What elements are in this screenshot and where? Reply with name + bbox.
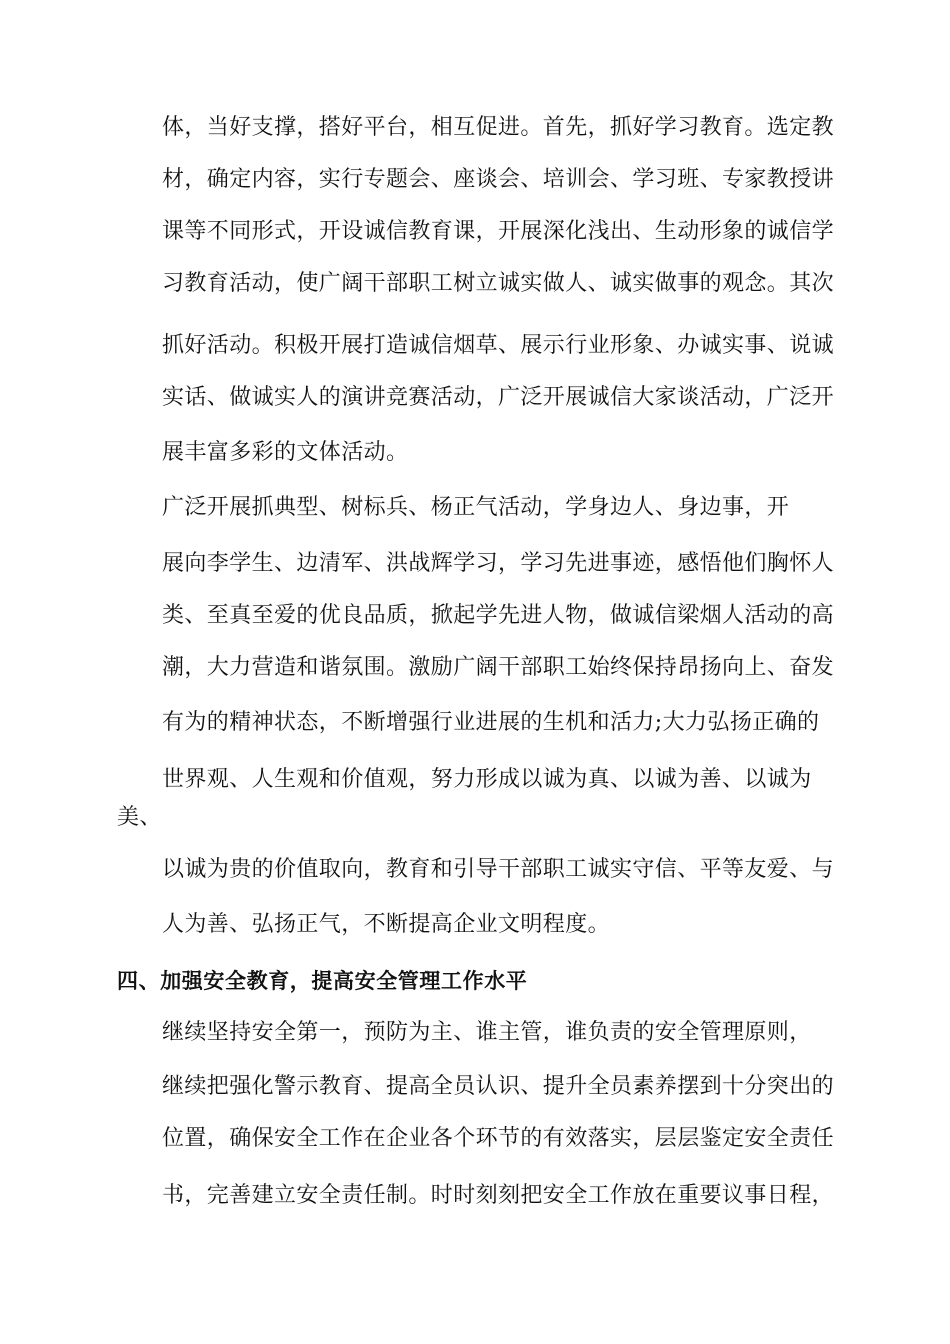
text-line: 有为的精神状态，不断增强行业进展的生机和活力;大力弘扬正确的	[162, 710, 820, 735]
text-line: 继续坚持安全第一，预防为主、谁主管，谁负责的安全管理原则，	[162, 1020, 812, 1045]
text-line: 书，完善建立安全责任制。时时刻刻把安全工作放在重要议事日程，	[162, 1183, 835, 1208]
text-line: 类、至真至爱的优良品质，掀起学先进人物，做诚信梁烟人活动的高	[162, 603, 835, 628]
text-line: 以诚为贵的价值取向，教育和引导干部职工诚实守信、平等友爱、与	[162, 857, 835, 882]
section-heading: 四、加强安全教育，提高安全管理工作水平	[117, 969, 528, 993]
text-line: 展向李学生、边清军、洪战辉学习，学习先进事迹，感悟他们胸怀人	[162, 551, 835, 576]
text-line: 美、	[117, 805, 162, 830]
text-line: 课等不同形式，开设诚信教育课，开展深化浅出、生动形象的诚信学	[162, 219, 835, 244]
text-line: 习教育活动，使广阔干部职工树立诚实做人、诚实做事的观念。其次	[162, 271, 835, 296]
text-line: 人为善、弘扬正气，不断提高企业文明程度。	[162, 912, 611, 937]
text-line: 位置，确保安全工作在企业各个环节的有效落实，层层鉴定安全责任	[162, 1126, 835, 1151]
text-line: 世界观、人生观和价值观，努力形成以诚为真、以诚为善、以诚为	[162, 767, 812, 792]
text-line: 体，当好支撑，搭好平台，相互促进。首先，抓好学习教育。选定教	[162, 115, 835, 140]
text-line: 潮，大力营造和谐氛围。激励广阔干部职工始终保持昂扬向上、奋发	[162, 655, 835, 680]
text-line: 继续把强化警示教育、提高全员认识、提升全员素养摆到十分突出的	[162, 1074, 835, 1099]
text-line: 材，确定内容，实行专题会、座谈会、培训会、学习班、专家教授讲	[162, 167, 835, 192]
text-line: 抓好活动。积极开展打造诚信烟草、展示行业形象、办诚实事、说诚	[162, 333, 835, 358]
text-line: 展丰富多彩的文体活动。	[162, 440, 409, 465]
text-line: 广泛开展抓典型、树标兵、杨正气活动，学身边人、身边事，开	[162, 495, 790, 520]
text-line: 实话、做诚实人的演讲竞赛活动，广泛开展诚信大家谈活动，广泛开	[162, 385, 835, 410]
